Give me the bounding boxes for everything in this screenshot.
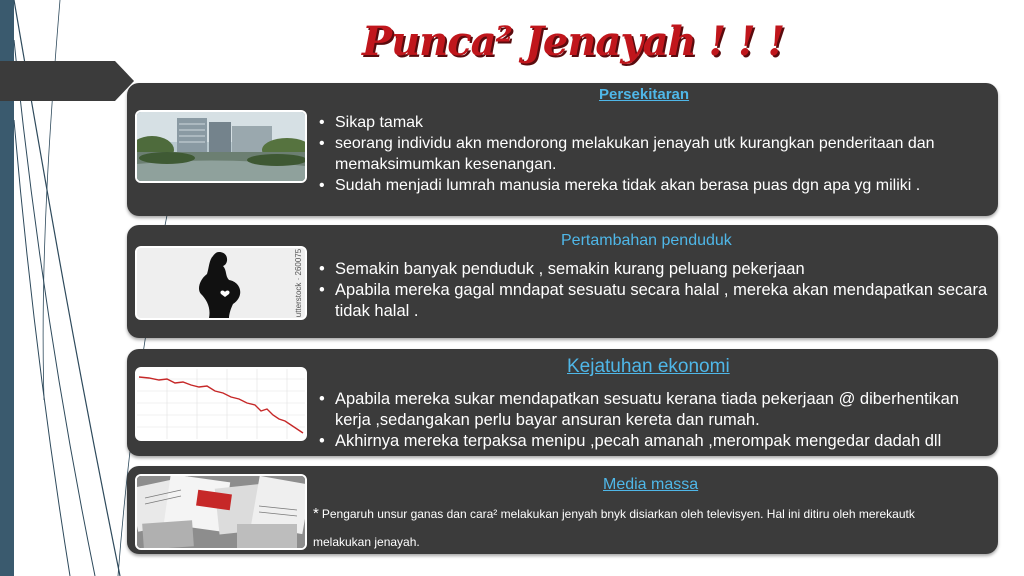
city-photo	[135, 110, 307, 183]
bullet-item: • Apabila mereka gagal mndapat sesuatu secara halal , mereka akan mendapatkan secara tidak halal .	[313, 280, 992, 322]
bullet-list	[313, 112, 992, 196]
bullet-item: • Apabila mereka sukar mendapatkan sesuatu kerana tiada pekerjaan @ diberhentikan kerja ,sedangakan perlu bayar ansuran kereta dan rumah.	[313, 389, 992, 431]
panel-persekitaran	[127, 83, 998, 216]
asterisk: *	[313, 505, 319, 522]
bullet-list	[313, 389, 992, 452]
bullet-item: • Akhirnya mereka terpaksa menipu ,pecah amanah ,merompak mengedar dadah dll	[313, 431, 992, 452]
watermark-text: utterstock · 260075	[294, 248, 303, 318]
bullet-item: • Semakin banyak penduduk , semakin kurang peluang pekerjaan	[313, 259, 992, 280]
slide-title: Punca² Jenayah ! ! !	[362, 18, 785, 65]
media-text: Pengaruh unsur ganas dan cara² melakukan jenyah bnyk disiarkan oleh televisyen. Hal ini ditiru oleh merekautk melakukan jenayah.	[313, 507, 915, 549]
panel-heading: Persekitaran	[599, 86, 690, 103]
declining-chart-image	[135, 367, 307, 441]
panel-heading: Pertambahan penduduk	[561, 232, 732, 249]
panel-heading: Kejatuhan ekonomi	[567, 356, 730, 377]
panel-pertambahan-penduduk	[127, 225, 998, 338]
panel-heading: Media massa	[603, 476, 699, 493]
bullet-list	[313, 259, 992, 322]
bullet-item: • Sikap tamak	[313, 112, 992, 133]
bullet-item: • seorang individu akn mendorong melakukan jenayah utk kurangkan penderitaan dan memaksimumkan kesenangan.	[313, 133, 992, 175]
panel-kejatuhan-ekonomi	[127, 349, 998, 456]
pregnant-silhouette-image	[135, 246, 307, 320]
media-description	[313, 500, 968, 556]
panel-media-massa	[127, 466, 998, 554]
newspapers-image	[135, 474, 307, 550]
bullet-item: • Sudah menjadi lumrah manusia mereka tidak akan berasa puas dgn apa yg miliki .	[313, 175, 992, 196]
arrow-tab-shape	[0, 61, 134, 101]
